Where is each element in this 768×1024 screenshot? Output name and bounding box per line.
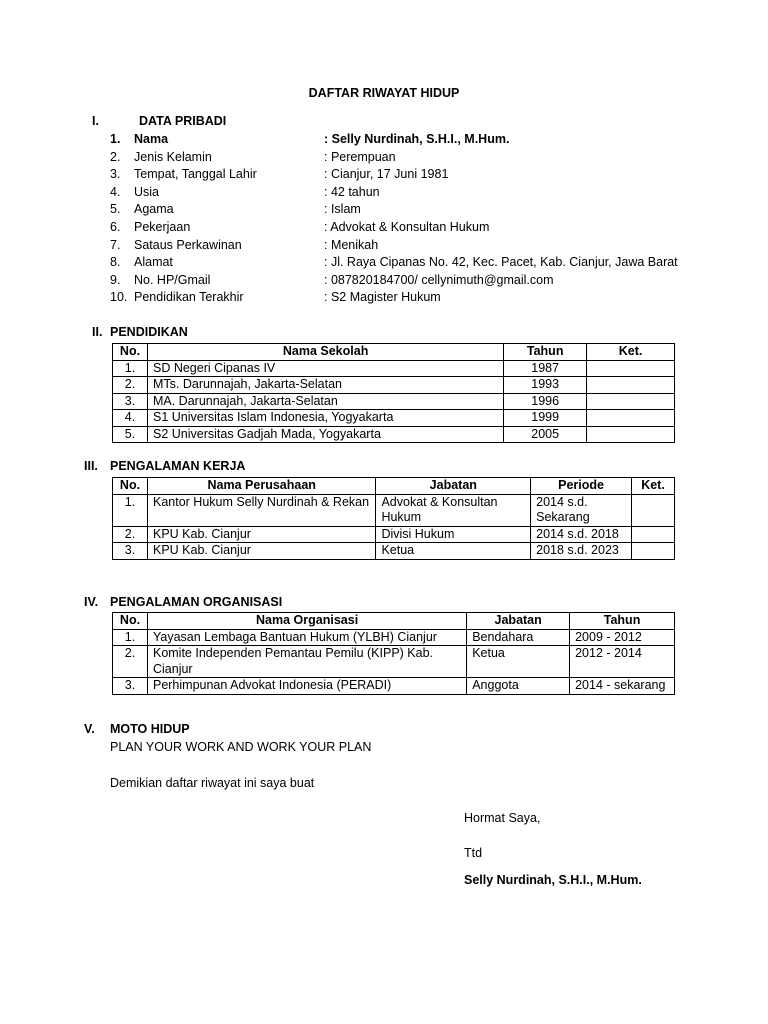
closing-statement: Demikian daftar riwayat ini saya buat	[110, 776, 315, 790]
cell-no: 2.	[113, 377, 148, 394]
row-label: Tempat, Tanggal Lahir	[134, 167, 257, 182]
row-label: Alamat	[134, 255, 173, 270]
table-row	[113, 410, 675, 427]
cell-school: SD Negeri Cipanas IV	[147, 360, 503, 377]
table-row	[113, 543, 675, 560]
row-number: 3.	[110, 167, 121, 182]
row-number: 9.	[110, 272, 121, 287]
row-label: Agama	[134, 202, 174, 217]
cell-school: S1 Universitas Islam Indonesia, Yogyakarta	[147, 410, 503, 427]
row-label: Usia	[134, 184, 160, 199]
column-header: No.	[113, 344, 148, 361]
row-value: : S2 Magister Hukum	[324, 290, 441, 305]
cell-year: 1993	[504, 377, 587, 394]
row-label: Pendidikan Terakhir	[134, 290, 244, 305]
column-header: Periode	[531, 478, 632, 495]
row-value: : Jl. Raya Cipanas No. 42, Kec. Pacet, Kab. Cianjur, Jawa Barat	[324, 255, 678, 270]
cell-note	[587, 360, 675, 377]
table-row	[113, 678, 675, 695]
cell-note	[632, 526, 675, 543]
table-row	[113, 393, 675, 410]
organization-table	[112, 612, 675, 695]
column-header: Jabatan	[467, 613, 570, 630]
row-label: Nama	[134, 132, 169, 146]
personal-row	[110, 219, 710, 237]
signature-name: Selly Nurdinah, S.H.I., M.Hum.	[464, 873, 642, 887]
column-header: Nama Organisasi	[147, 613, 466, 630]
cell-no: 2.	[113, 526, 148, 543]
section-title: DATA PRIBADI	[139, 114, 227, 128]
cell-position: Ketua	[376, 543, 531, 560]
cell-position: Bendahara	[467, 629, 570, 646]
row-label: Pekerjaan	[134, 219, 191, 234]
section-number: III.	[84, 459, 98, 473]
cell-note	[587, 377, 675, 394]
section-number: IV.	[84, 595, 99, 609]
cell-note	[632, 494, 675, 526]
document-title: DAFTAR RIWAYAT HIDUP	[308, 86, 460, 100]
section-title: PENDIDIKAN	[110, 325, 188, 339]
personal-row	[110, 237, 710, 255]
row-number: 5.	[110, 202, 121, 217]
cell-position: Anggota	[467, 678, 570, 695]
cell-organization: Yayasan Lembaga Bantuan Hukum (YLBH) Cianjur	[147, 629, 466, 646]
work-experience-table	[112, 477, 675, 560]
personal-row	[110, 184, 710, 202]
cell-note	[587, 393, 675, 410]
personal-row	[110, 272, 710, 290]
cell-year: 1996	[504, 393, 587, 410]
section-number: V.	[84, 722, 95, 736]
cell-school: MTs. Darunnajah, Jakarta-Selatan	[147, 377, 503, 394]
table-header-row	[113, 478, 675, 495]
row-value: : Menikah	[324, 237, 379, 252]
section-number: II.	[92, 325, 103, 339]
row-value: : 087820184700/ cellynimuth@gmail.com	[324, 272, 554, 287]
row-number: 8.	[110, 255, 121, 270]
cell-period: 2018 s.d. 2023	[531, 543, 632, 560]
row-value: : Cianjur, 17 Juni 1981	[324, 167, 449, 182]
cell-no: 1.	[113, 360, 148, 377]
table-row	[113, 360, 675, 377]
cell-year: 1999	[504, 410, 587, 427]
personal-row	[110, 131, 710, 149]
cell-no: 4.	[113, 410, 148, 427]
row-label: Sataus Perkawinan	[134, 237, 242, 252]
cell-no: 5.	[113, 426, 148, 443]
cell-no: 1.	[113, 494, 148, 526]
row-number: 2.	[110, 149, 121, 164]
row-value: : Selly Nurdinah, S.H.I., M.Hum.	[324, 132, 510, 146]
cell-period: 2014 s.d. 2018	[531, 526, 632, 543]
column-header: No.	[113, 613, 148, 630]
row-label: Jenis Kelamin	[134, 149, 212, 164]
cell-no: 3.	[113, 393, 148, 410]
cell-no: 3.	[113, 678, 148, 695]
row-value: : Perempuan	[324, 149, 396, 164]
column-header: Ket.	[587, 344, 675, 361]
cell-company: Kantor Hukum Selly Nurdinah & Rekan	[147, 494, 375, 526]
personal-row	[110, 254, 710, 272]
table-row	[113, 377, 675, 394]
row-value: : Advokat & Konsultan Hukum	[324, 219, 490, 234]
cell-period: 2014 s.d. Sekarang	[531, 494, 632, 526]
table-row	[113, 629, 675, 646]
motto-text: PLAN YOUR WORK AND WORK YOUR PLAN	[110, 740, 372, 754]
cell-year: 2005	[504, 426, 587, 443]
personal-row	[110, 149, 710, 167]
signature-greeting: Hormat Saya,	[464, 811, 541, 825]
column-header: Jabatan	[376, 478, 531, 495]
column-header: Tahun	[570, 613, 675, 630]
table-row	[113, 494, 675, 526]
cell-company: KPU Kab. Cianjur	[147, 543, 375, 560]
section-title: PENGALAMAN ORGANISASI	[110, 595, 283, 609]
table-row	[113, 526, 675, 543]
column-header: Nama Sekolah	[147, 344, 503, 361]
cell-company: KPU Kab. Cianjur	[147, 526, 375, 543]
section-number: I.	[92, 114, 99, 128]
cell-note	[587, 426, 675, 443]
cell-no: 3.	[113, 543, 148, 560]
row-number: 6.	[110, 219, 121, 234]
section-title: MOTO HIDUP	[110, 722, 190, 736]
cell-year: 1987	[504, 360, 587, 377]
cell-position: Ketua	[467, 646, 570, 678]
row-value: : Islam	[324, 202, 361, 217]
row-number: 1.	[110, 132, 121, 146]
cell-position: Advokat & Konsultan Hukum	[376, 494, 531, 526]
row-number: 4.	[110, 184, 121, 199]
signature-ttd: Ttd	[464, 846, 483, 860]
cell-note	[632, 543, 675, 560]
table-header-row	[113, 344, 675, 361]
cell-year: 2009 - 2012	[570, 629, 675, 646]
section-title: PENGALAMAN KERJA	[110, 459, 246, 473]
row-number: 7.	[110, 237, 121, 252]
cell-school: MA. Darunnajah, Jakarta-Selatan	[147, 393, 503, 410]
personal-data-list	[110, 131, 710, 307]
cell-year: 2012 - 2014	[570, 646, 675, 678]
cell-school: S2 Universitas Gadjah Mada, Yogyakarta	[147, 426, 503, 443]
row-value: : 42 tahun	[324, 184, 380, 199]
column-header: Nama Perusahaan	[147, 478, 375, 495]
personal-row	[110, 166, 710, 184]
cell-no: 1.	[113, 629, 148, 646]
personal-row	[110, 201, 710, 219]
table-header-row	[113, 613, 675, 630]
table-row	[113, 426, 675, 443]
table-row	[113, 646, 675, 678]
cell-note	[587, 410, 675, 427]
cell-year: 2014 - sekarang	[570, 678, 675, 695]
column-header: No.	[113, 478, 148, 495]
row-number: 10.	[110, 290, 128, 305]
cell-no: 2.	[113, 646, 148, 678]
education-table	[112, 343, 675, 443]
column-header: Tahun	[504, 344, 587, 361]
cell-position: Divisi Hukum	[376, 526, 531, 543]
personal-row	[110, 289, 710, 307]
row-label: No. HP/Gmail	[134, 272, 211, 287]
cell-organization: Perhimpunan Advokat Indonesia (PERADI)	[147, 678, 466, 695]
cell-organization: Komite Independen Pemantau Pemilu (KIPP) Kab. Cianjur	[147, 646, 466, 678]
column-header: Ket.	[632, 478, 675, 495]
